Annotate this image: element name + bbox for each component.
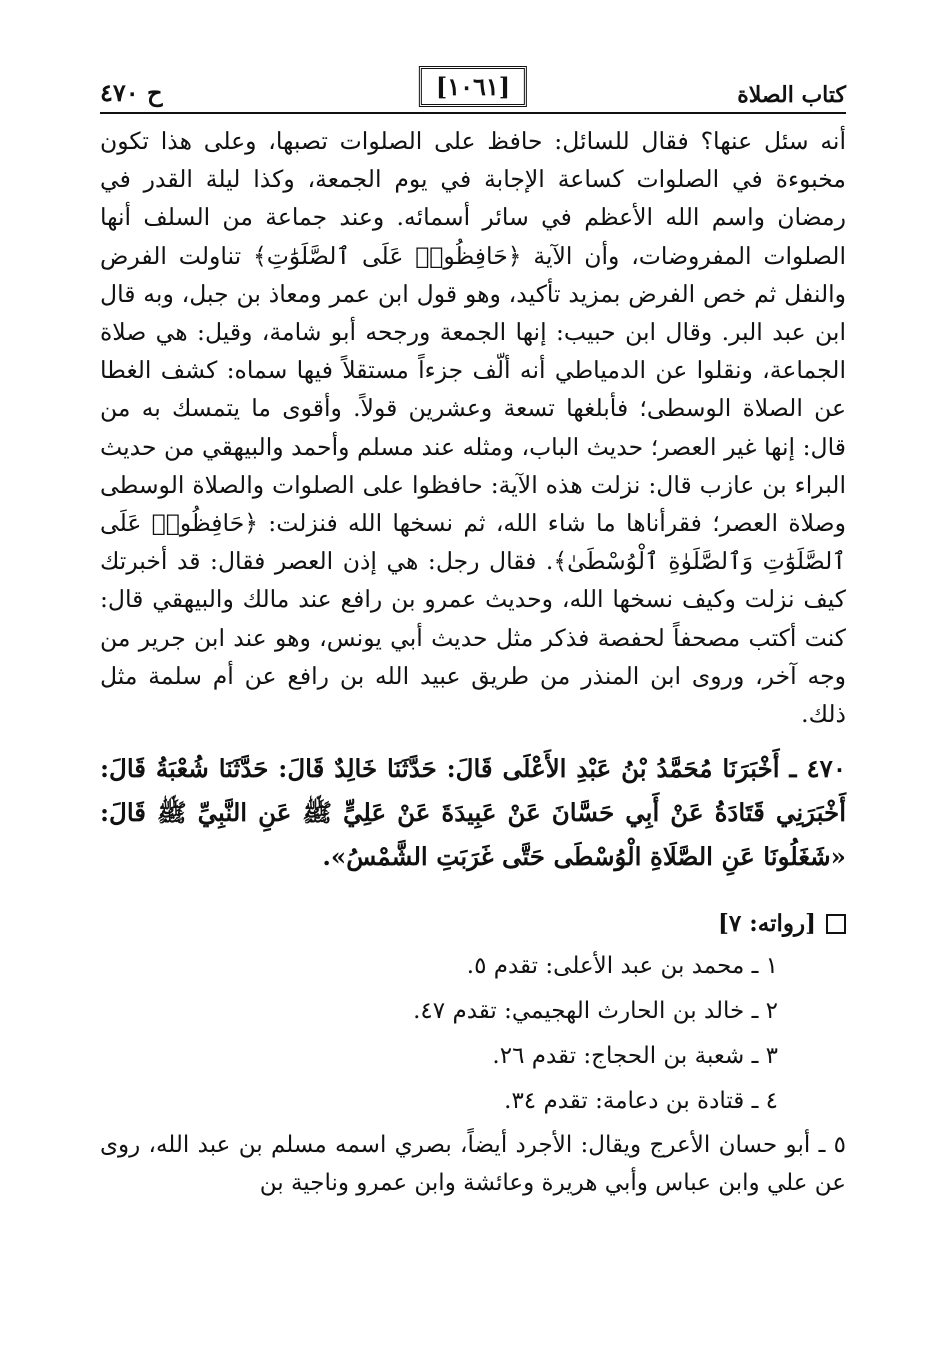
page-number: [١٠٦١] xyxy=(419,66,527,107)
narrator-item: ١ ـ محمد بن عبد الأعلى: تقدم ٥. xyxy=(466,952,778,979)
book-title: كتاب الصلاة xyxy=(737,82,846,108)
narrator-item: ٢ ـ خالد بن الحارث الهجيمي: تقدم ٤٧. xyxy=(413,997,778,1024)
square-bullet-icon xyxy=(826,914,846,934)
hadith-reference: ح ٤٧٠ xyxy=(100,78,163,107)
page-body xyxy=(100,122,846,1202)
header-rule xyxy=(100,112,846,114)
narrators-heading-label: [رواته: ٧] xyxy=(718,909,816,937)
page-header xyxy=(100,64,846,114)
hadith-text: ٤٧٠ ـ أَخْبَرَنَا مُحَمَّدُ بْنُ عَبْدِ الأَعْلَى قَالَ: حَدَّثَنَا خَالِدٌ قَالَ: حَدَّثَنَا شُعْبَةُ قَالَ: أَخْبَرَنِي قَتَادَةُ عَنْ أَبِي حَسَّانَ عَنْ عَبِيدَةَ عَنْ عَلِيٍّ ﷺ عَنِ النَّبِيِّ ﷺ قَالَ: «شَغَلُونَا عَنِ الصَّلَاةِ الْوُسْطَى حَتَّى غَرَبَتِ الشَّمْسُ». xyxy=(100,754,846,872)
narrator-item: ٣ ـ شعبة بن الحجاج: تقدم ٢٦. xyxy=(492,1042,778,1069)
narrator-item-5: ٥ ـ أبو حسان الأعرج ويقال: الأجرد أيضاً، بصري اسمه مسلم بن عبد الله، روى عن علي وابن عباس وأبي هريرة وعائشة وابن عمرو وناجية بن xyxy=(100,1131,846,1196)
commentary-text: أنه سئل عنها؟ فقال للسائل: حافظ على الصلوات تصبها، وعلى هذا تكون مخبوءة في الصلوات كساعة الإجابة في يوم الجمعة، وكذا ليلة القدر في رمضان واسم الله الأعظم في سائر أسمائه. وعند جماعة من السلف أنها الصلوات المفروضات، وأن الآية ﴿حَافِظُوا۟ عَلَى ٱلصَّلَوَٰتِ﴾ تناولت الفرض والنفل ثم خص الفرض بمزيد تأكيد، وهو قول ابن عمر ومعاذ بن جبل، وبه قال ابن عبد البر. وقال ابن حبيب: إنها الجمعة ورجحه أبو شامة، وقيل: هي صلاة الجماعة، ونقلوا عن الدمياطي أنه ألّف جزءاً مستقلاً فيها سماه: كشف الغطا عن الصلاة الوسطى؛ فأبلغها تسعة وعشرين قولاً. وأقوى ما يتمسك به من قال: إنها غير العصر؛ حديث الباب، ومثله عند مسلم وأحمد والبيهقي من حديث البراء بن عازب قال: نزلت هذه الآية: حافظوا على الصلوات والصلاة الوسطى وصلاة العصر؛ فقرأناها ما شاء الله، ثم نسخها الله فنزلت: ﴿حَافِظُوا۟ عَلَى ٱلصَّلَوَٰتِ وَٱلصَّلَوٰةِ ٱلْوُسْطَىٰ﴾. فقال رجل: هي إذن العصر فقال: قد أخبرتك كيف نزلت وكيف نسخها الله، وحديث عمرو بن رافع عند مالك والبيهقي قال: كنت أكتب مصحفاً لحفصة فذكر مثل حديث أبي يونس، وهو عند ابن جرير من وجه آخر، وروى ابن المنذر من طريق عبيد الله بن رافع عن أم سلمة مثل ذلك. xyxy=(100,127,846,729)
narrators-heading xyxy=(100,904,846,944)
narrator-item: ٤ ـ قتادة بن دعامة: تقدم ٣٤. xyxy=(504,1087,778,1114)
